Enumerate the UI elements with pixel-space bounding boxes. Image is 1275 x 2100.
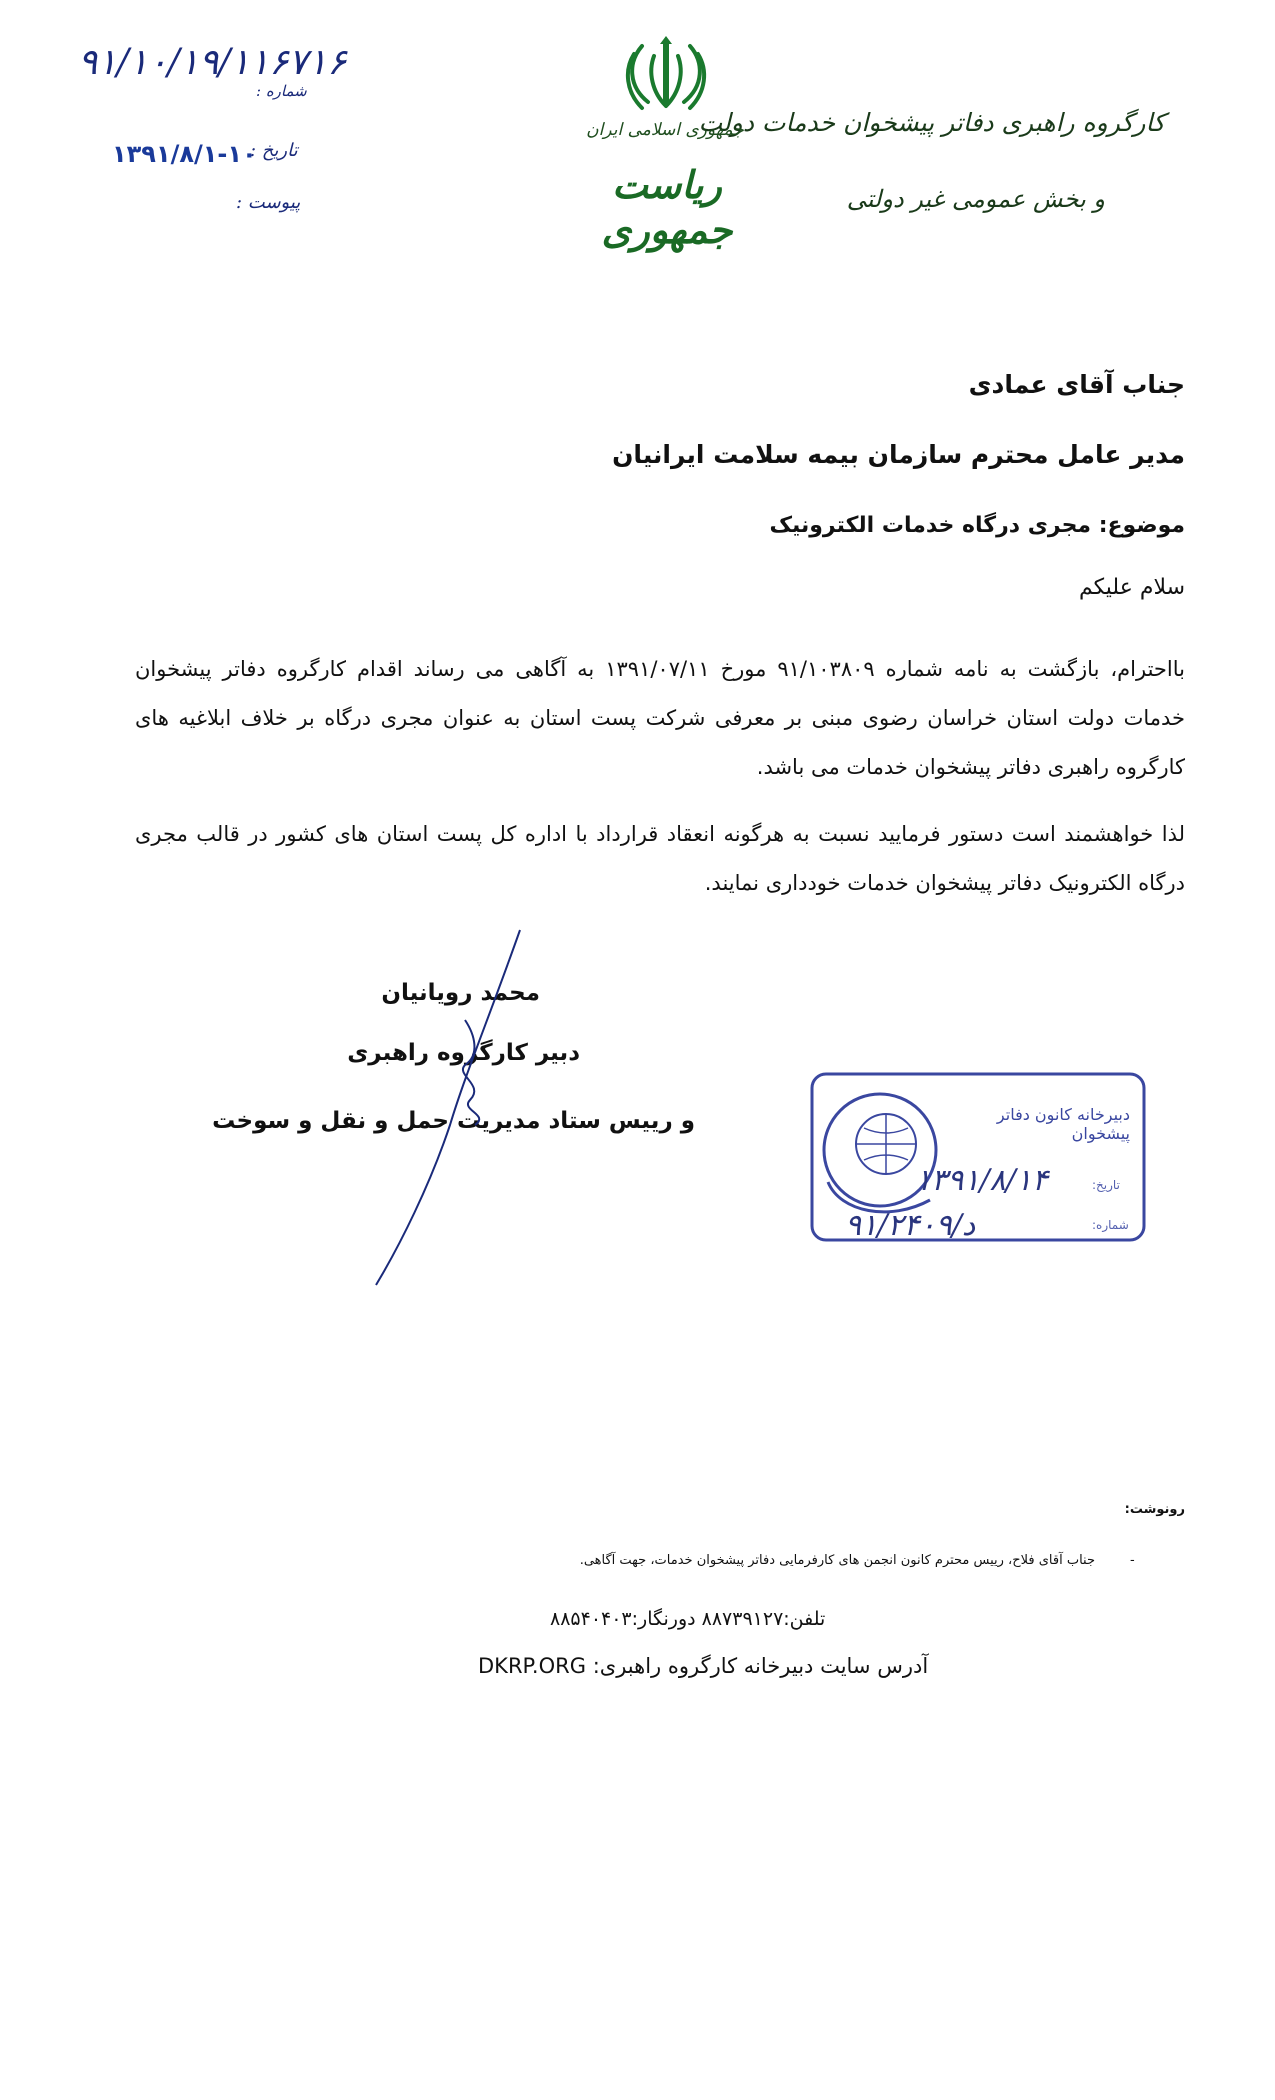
website-url[interactable]: DKRP.ORG [478,1654,586,1678]
iran-emblem-icon [622,36,710,116]
body-paragraph-2: لذا خواهشمند است دستور فرمایید نسبت به هرگونه انعقاد قرارداد با اداره کل پست استان های کشور در قالب مجری درگاه الکترونیک دفاتر پیشخوان خدمات خودداری نمایند. [135,822,1185,895]
handwritten-signature [370,925,540,1290]
stamp-date-label: تاریخ: [1092,1178,1120,1192]
website-label: آدرس سایت دبیرخانه کارگروه راهبری: [592,1654,929,1678]
greeting: سلام علیکم [1078,575,1185,600]
stamp-number-label: شماره: [1092,1218,1129,1232]
stamp-title: دبیرخانه کانون دفاتر پیشخوان [996,1105,1130,1143]
emblem-subtitle: جمهوری اسلامی ایران [586,120,744,140]
stamp-number-value: د/۹۱/۲۴۰۹ [845,1208,976,1243]
signatory-title-1: دبیر کارگروه راهبری [347,1040,580,1066]
blank-area [0,1732,1275,2100]
stamp-date-value: ۱۳۹۱/۸/۱۴ [915,1163,1049,1198]
attachment-label: پیوست : [236,192,301,213]
org-name-line1: کارگروه راهبری دفاتر پیشخوان خدمات دولت [698,108,1165,137]
addressee-title: مدیر عامل محترم سازمان بیمه سلامت ایرانیان [612,440,1185,469]
org-name-line2: و بخش عمومی غیر دولتی [846,185,1105,213]
signatory-title-2: و رییس ستاد مدیریت حمل و نقل و سوخت [212,1108,695,1134]
cc-heading: رونوشت: [1124,1502,1185,1517]
letter-date-label: تاریخ : [250,140,298,161]
letter-date-value: ۱۳۹۱/۸/۱-۱۰ [112,140,257,168]
letter-number-value: ۹۱/۱۰/۱۹/۱۱۶۷۱۶ [78,42,347,83]
website-line [478,1654,928,1678]
letter-subject: موضوع: مجری درگاه خدمات الکترونیک [769,513,1185,538]
cc-item: جناب آقای فلاح، رییس محترم کانون انجمن های کارفرمایی دفاتر پیشخوان خدمات، جهت آگاهی. [579,1553,1095,1568]
body-paragraph-1: بااحترام، بازگشت به نامه شماره ۹۱/۱۰۳۸۰۹ مورخ ۱۳۹۱/۰۷/۱۱ به آگاهی می رساند اقدام کارگروه دفاتر پیشخوان خدمات دولت استان خراسان رضوی مبنی بر معرفی شرکت پست استان به عنوان مجری درگاه بر خلاف ابلاغیه های کارگروه راهبری دفاتر پیشخوان خدمات می باشد. [135,657,1185,779]
cc-dash: - [1130,1553,1135,1568]
letter-number-label: شماره : [256,82,307,100]
emblem-title: ریاست جمهوری [601,162,733,252]
contact-info: تلفن:۸۸۷۳۹۱۲۷ دورنگار:۸۸۵۴۰۴۰۳ [550,1608,826,1630]
signatory-name: محمد رویانیان [381,980,540,1006]
addressee-name: جناب آقای عمادی [968,370,1185,399]
